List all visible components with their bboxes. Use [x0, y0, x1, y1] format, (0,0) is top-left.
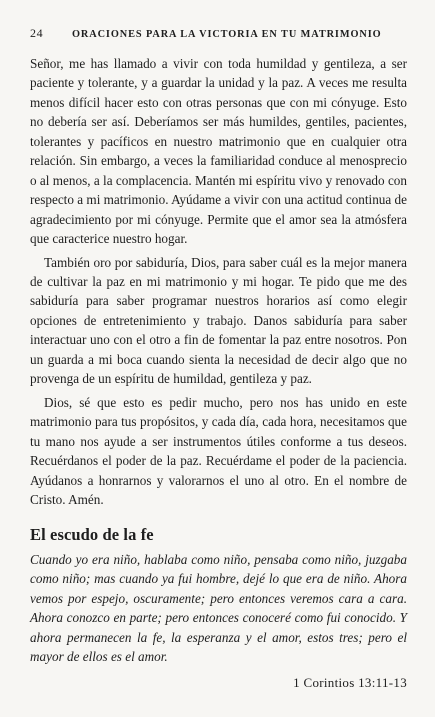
prayer-paragraph-2: También oro por sabiduría, Dios, para saber cuál es la mejor manera de cultivar la paz en mi matrimonio y mi hogar. Te pido que me des sabiduría para saber programar nuestros horarios así como elegir opciones de entretenimiento y trabajo. Danos sabiduría para saber interactuar uno con el otro a fin de fomentar la paz entre nosotros. Pon un guarda a mi boca cuando sienta la necesidad de decir algo que no provenga de un espíritu de humildad, gentileza y paz. [30, 254, 407, 387]
page-body [30, 54, 407, 692]
prayer-paragraph-1: Señor, me has llamado a vivir con toda humildad y gentileza, a ser paciente y tolerante, y a guardar la unidad y la paz. A veces me resulta menos difícil hacer esto con otras personas que con mi cónyuge. Esto no debería ser así. Deberíamos ser más humildes, gentiles, pacientes, tolerantes y pacíficos en nuestro matrimonio que en cualquier otra relación. Sin embargo, a veces la familiaridad conduce al menosprecio o al menos, a la complacencia. Mantén mi espíritu vivo y renovado con respecto a mi matrimonio. Ayúdame a vivir con una actitud continua de agradecimiento por mi cónyuge. Permite que el amor sea la atmósfera que caracterice nuestro hogar. [30, 56, 407, 247]
prayer-paragraph-3: Dios, sé que esto es pedir mucho, pero nos has unido en este matrimonio para tus propósitos, y cada día, cada hora, necesitamos que tu mano nos ayude a ser instrumentos útiles conforme a tus deseos. Recuérdanos el poder de la paz. Recuérdame el poder de la paciencia. Ayúdanos a honrarnos y valorarnos el uno al otro. En el nombre de Cristo. Amén. [30, 394, 407, 507]
scripture-citation: 1 Corintios 13:11-13 [293, 674, 407, 690]
section-heading: El escudo de la fe [30, 525, 154, 545]
running-title: ORACIONES PARA LA VICTORIA EN TU MATRIMONIO [72, 29, 382, 40]
page-number: 24 [30, 26, 44, 40]
running-header [30, 26, 407, 41]
scripture-epigraph: Cuando yo era niño, hablaba como niño, pensaba como niño, juzgaba como niño; mas cuando ya fui hombre, dejé lo que era de niño. Ahora vemos por espejo, oscuramente; pero entonces veremos cara a cara. Ahora conozco en parte; pero entonces conoceré como fui conocido. Y ahora permanecen la fe, la esperanza y el amor, estos tres; pero el mayor de ellos es el amor. [30, 551, 407, 665]
